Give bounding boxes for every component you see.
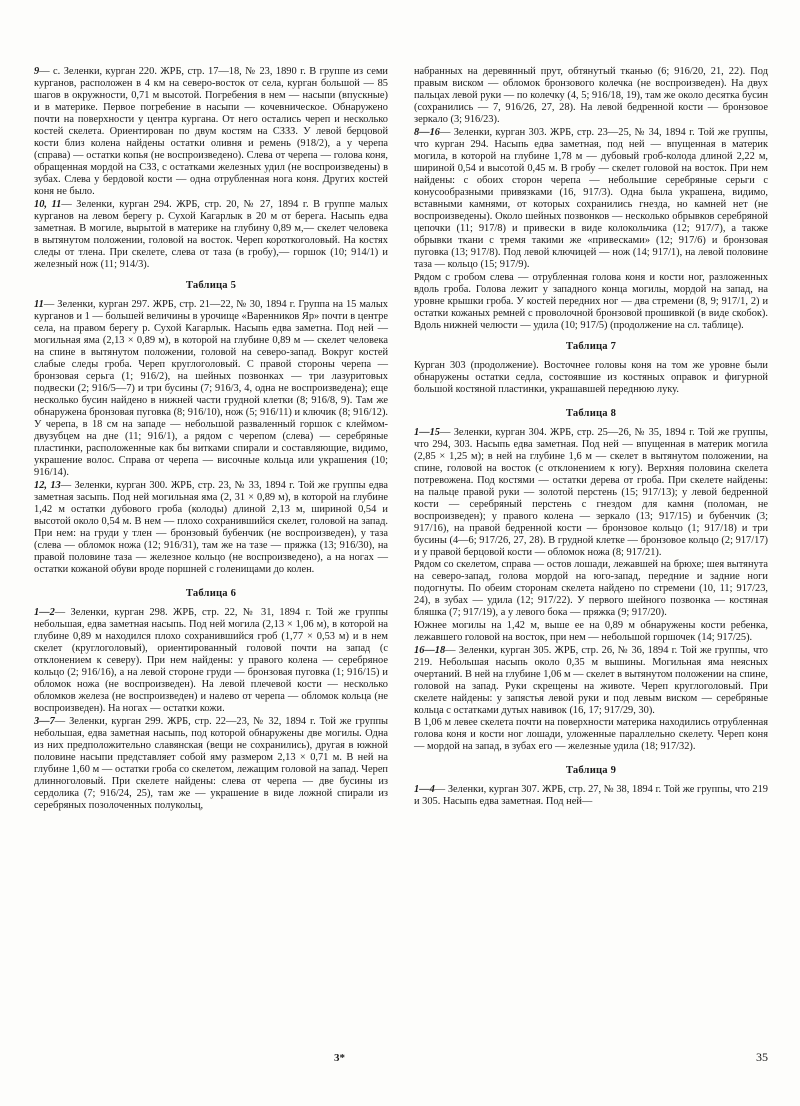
entry-text-extra: Южнее могилы на 1,42 м, выше ее на 0,89 м обнаружены кости ребенка, лежавшего головой на восток, при нем — небольшой горшочек (14; 917/25). bbox=[414, 619, 768, 643]
table7-note bbox=[414, 360, 768, 396]
table-heading: Таблица 9 bbox=[565, 765, 617, 776]
entry-text: — Зеленки, курган 305. ЖРБ, стр. 26, № 36, 1894 г. Той же группы, что 219. Небольшая насыпь около 0,35 м вышины. Могильная яма неясных очертаний. В ней на глубине 1,06 м — скелет в вытянутом положении на спине, головой на запад. Руки скрещены на животе. Череп круглоголовый. При скелете найдены: у запястья левой руки и под левым виском — серебряные кольца с остатками дутых навивок (16, 17; 917/29, 30). bbox=[414, 644, 768, 716]
left-column bbox=[34, 66, 388, 1046]
entry-number: 1—4 bbox=[414, 784, 435, 795]
catalog-entry bbox=[34, 199, 388, 271]
right-column bbox=[414, 66, 768, 1046]
entry-number: 8—16 bbox=[414, 127, 440, 138]
entry-text: — Зеленки, курган 304. ЖРБ, стр. 25—26, № 35, 1894 г. Той же группы, что 294, 303. Насыпь едва заметная. Под ней — впущенная в материк могила (2,85 × 1,25 м); в ней на глубине 1,6 м — скелет в вытянутом положении, на спине, головой на восток (с отклонением к югу). Верхняя половина скелета потревожена. Под костями — остатки дерева от гроба. При скелете найдены: на пальце правой руки — золотой перстень (15; 917/13); у левой бедренной кости — серебряный перстень с гнездом для камня (поломан, не воспроизведен); у правого колена — зеркало (13; 917/15) и бубенчик (3; 917/16), на правой бедренной кости — бронзовое кольцо (1; 917/18) и три бусины (4—6; 917/26, 27, 28). В грудной клетке — бронзовое кольцо (2; 917/17) и у правой берцовой кости — обломок ножа (8; 917/21). bbox=[414, 426, 768, 558]
page-footer bbox=[34, 1050, 768, 1065]
entry-text: набранных на деревянный прут, обтянутый тканью (6; 916/20, 21, 22). Под правым виском — обломок бронзового колечка (не воспроизведен). На двух пальцах левой руки — по колечку (4, 5; 916/18, 19), там же около десятка бусин (сохранились — 7, 916/26, 27, 28). На левой бедренной кости — бронзовое зеркало (3; 916/23). bbox=[414, 66, 768, 125]
catalog-entry bbox=[34, 480, 388, 576]
entry-text-tail: Рядом с гробом слева — отрубленная голова коня и кости ног, разложенных вдоль гроба. Голова лежит у западного конца могилы, мордой на запад, на уровне крышки гроба. У костей передних ног — два стремени (8, 9; 917/1, 2) и остатки кожаных ремней с проволочной бронзовой прошивкой (в виде скобок). Вдоль нижней челюсти — удила (10; 917/5) (продолжение на сл. таблице). bbox=[414, 271, 768, 331]
catalog-entry-continuation bbox=[414, 66, 768, 126]
entry-text-tail: Рядом со скелетом, справа — остов лошади, лежавшей на брюхе; шея вытянута на северо-запад, голова мордой на юго-запад, передние и задние ноги подогнуты. По обеим сторонам скелета найдено по стремени (10, 11; 917/23, 24), в зубах — удила (12; 917/22). У первого шейного позвонка — костяная бляшка (7; 917/19), а у левого бока — пряжка (9; 917/20). bbox=[414, 559, 768, 618]
entry-text: Курган 303 (продолжение). Восточнее головы коня на том же уровне были обнаружены остатки седла, состоявшие из костяных оправок и фигурной большой костяной пластинки, украшавшей переднюю луку. bbox=[414, 359, 768, 395]
entry-text: — Зеленки, курган 303. ЖРБ, стр. 23—25, № 34, 1894 г. Той же группы, что курган 294. Насыпь едва заметная, под ней — впущенная в материк могила, в которой на глубине 1,78 м — дубовый гроб-колода длиной 2,22 м, шириной 0,54 и высотой 0,45 м. В гробу — скелет головой на восток. При нем найдены: с обоих сторон черепа — небольшие серебряные серьги с конусообразными привязками (16, 917/3). Одна была украшена, видимо, вставными камнями, от которых сохранились гнезда, но камней нет (не воспроизведены). Около шейных позвонков — несколько обрывков серебряной цепочки (11; 917/8) и привески в виде колокольчика (12; 917/7), а также обрывки ткани с тремя такими же «привесками» (12; 917/6) и бронзовая пуговка (13; 917/8). Под левой ключицей — нож (14; 917/1), на левой половине таза — кольцо (15; 917/9). bbox=[414, 127, 768, 270]
entry-number: 11 bbox=[34, 299, 44, 310]
table-heading: Таблица 7 bbox=[565, 340, 617, 352]
entry-text: — Зеленки, курган 300. ЖРБ, стр. 23, № 33, 1894 г. Той же группы едва заметная засыпь. Под ней могильная яма (2, 31 × 0,89 м), в которой на глубине 1,42 м остатки дубового гроба (колоды) длиной 2,13 м, шириной 0,54 и высотой около 0,54 м. В нем — плохо сохранившийся скелет, головой на запад. При нем: на груди у тлен — бронзовый бубенчик (не воспроизведен), у таза (слева — обломок ножа (12; 916/31), там же на тазе — пряжка (13; 916/30), на правой половине таза — железное кольцо (не воспроизведено), а на ногах — остатки кожаной обуви вроде поршней с голенищами до колен. bbox=[34, 480, 388, 575]
entry-number: 1—15 bbox=[414, 426, 440, 438]
entry-number: 9 bbox=[34, 66, 40, 77]
catalog-entry bbox=[34, 607, 388, 715]
entry-number: 12, 13 bbox=[34, 480, 61, 491]
entry-text: — Зеленки, курган 307. ЖРБ, стр. 27, № 38, 1894 г. Той же группы, что 219 и 305. Насыпь едва заметная. Под ней— bbox=[414, 784, 768, 807]
catalog-entry bbox=[34, 66, 388, 198]
entry-text: — Зеленки, курган 297. ЖРБ, стр. 21—22, № 30, 1894 г. Группа на 15 малых курганов и 1 — большей величины в урочище «Варенников Яр» почти в центре села, на правом берегу р. Сухой Кагарлык. Насыпь едва заметна. Под ней — могильная яма (2,13 × 0,89 м), в которой на глубине 0,89 м — скелет человека на спине в вытянутом положении, головой на северо-запад. Вокруг костей слабые следы гроба. Череп круглоголовый. С правой стороны черепа — бронзовая серьга (1; 916/2), на шейных позвонках — три лазуритовых подвески (2; 916/5—7) и три бусины (7; 916/3, 4, одна не воспроизведена); еще несколько бусин найдено в нижней части грудной клетки (8; 916/8, 9). Там же обнаружена бронзовая пуговка (8; 916/10), нож (5; 916/11) и ключик (8; 916/12). У черепа, в 18 см на западе — небольшой разваленный горшок с клеймом-двузубцем на дне (11; 916/1), а рядом с черепом (слева) — серебряные пластинки, расположенные как бы витками спирали и составляющие, видимо, украшение волос. Справа от черепа — височные кольца или украшения (10; 916/14). bbox=[34, 299, 388, 478]
entry-number: 16—18 bbox=[414, 644, 446, 656]
two-column-body bbox=[34, 66, 768, 1046]
catalog-entry bbox=[414, 427, 768, 644]
page-number: 35 bbox=[756, 1050, 768, 1064]
entry-number: 10, 11 bbox=[34, 199, 62, 210]
table-heading: Таблица 6 bbox=[185, 588, 237, 599]
table-heading: Таблица 5 bbox=[185, 280, 237, 291]
signature-mark: 3* bbox=[334, 1052, 345, 1064]
catalog-entry bbox=[34, 716, 388, 812]
entry-text: — Зеленки, курган 299. ЖРБ, стр. 22—23, № 32, 1894 г. Той же группы небольшая, едва заметная насыпь, под которой обнаружены две могилы. Одна из них предположительно славянская (вещи не сохранились), другая в южной половине насыпи представляет собой яму размером 2,13 × 0,71 м. В ней на глубине 1,60 м — остатки гроба со скелетом, лежащим головой на запад. Череп длинноголовый. При скелете найдены: слева от черепа — две бусины из сердолика (7; 916/24, 25), там же — украшение в виде ложной спирали из серебряных позолоченных полукольц, bbox=[34, 716, 388, 811]
entry-number: 1—2 bbox=[34, 607, 55, 618]
entry-text: — с. Зеленки, курган 220. ЖРБ, стр. 17—18, № 23, 1890 г. В группе из семи курганов, расположен в 4 км на северо-восток от села, курган большой — 85 шагов в окружности, 0,71 м высотой. Погребения в нем — насыпи (впускные) и в материке. Первое погребение в насыпи — кочевническое. Обнаружено почти на поверхности у центра кургана. От него остались череп и несколько костей скелета. Ориентирован по двум костям на СЗЗЗ. У левой берцовой кости близ колена найдены остатки оливня и ремень (918/2), а у черепа (справа) — остатки копья (не воспроизведено). Слева от черепа — голова коня, обращенная мордой на СЗЗ, с остатками железных удил (не воспроизведены) в зубах. Слева у бердовой кости — одна отрубленная нога коня. Других костей коня не было. bbox=[34, 66, 388, 197]
catalog-entry bbox=[414, 127, 768, 332]
catalog-entry bbox=[34, 299, 388, 479]
table-heading: Таблица 8 bbox=[565, 407, 617, 419]
entry-number: 3—7 bbox=[34, 716, 55, 727]
entry-text-tail: В 1,06 м левее скелета почти на поверхности материка находились отрубленная голова коня и кости ног лошади, уложенные параллельно скелету. Череп коня — мордой на запад, в зубах его — железные удила (18; 917/32). bbox=[414, 717, 768, 752]
catalog-entry bbox=[414, 645, 768, 754]
entry-text: — Зеленки, курган 294. ЖРБ, стр. 20, № 27, 1894 г. В группе малых курганов на левом берегу р. Сухой Кагарлык в 20 м от берега. Насыпь едва заметная. В могиле, вырытой в материке на глубину 0,89 м,— скелет человека в вытянутом положении, головой на восток. Череп короткоголовый. На костях следы от тлена. При скелете, слева от таза (в гробу),— горшок (10; 914/1) и железный нож (11; 914/3). bbox=[34, 199, 388, 270]
catalog-entry bbox=[414, 784, 768, 808]
entry-text: — Зеленки, курган 298. ЖРБ, стр. 22, № 31, 1894 г. Той же группы небольшая, едва заметная насыпь. Под ней могила (2,13 × 1,06 м), в которой на глубине 0,89 м находился плохо сохранившийся гроб (1,77 × 0,53 м) и в нем скелет (круглоголовый), ориентированный головой почти на запад (с отклонением к северу). При нем найдены: у правого колена — серебряное кольцо (2; 916/16), а на левой стороне груди — бронзовая пуговка (1; 916/15) и обломок ножа (не воспроизведен). На левой плечевой кости — несколько обломков железа (не воспроизведен) и налево от черепа — обломок кольца (не воспроизведен). На ногах — остатки кожи. bbox=[34, 607, 388, 714]
